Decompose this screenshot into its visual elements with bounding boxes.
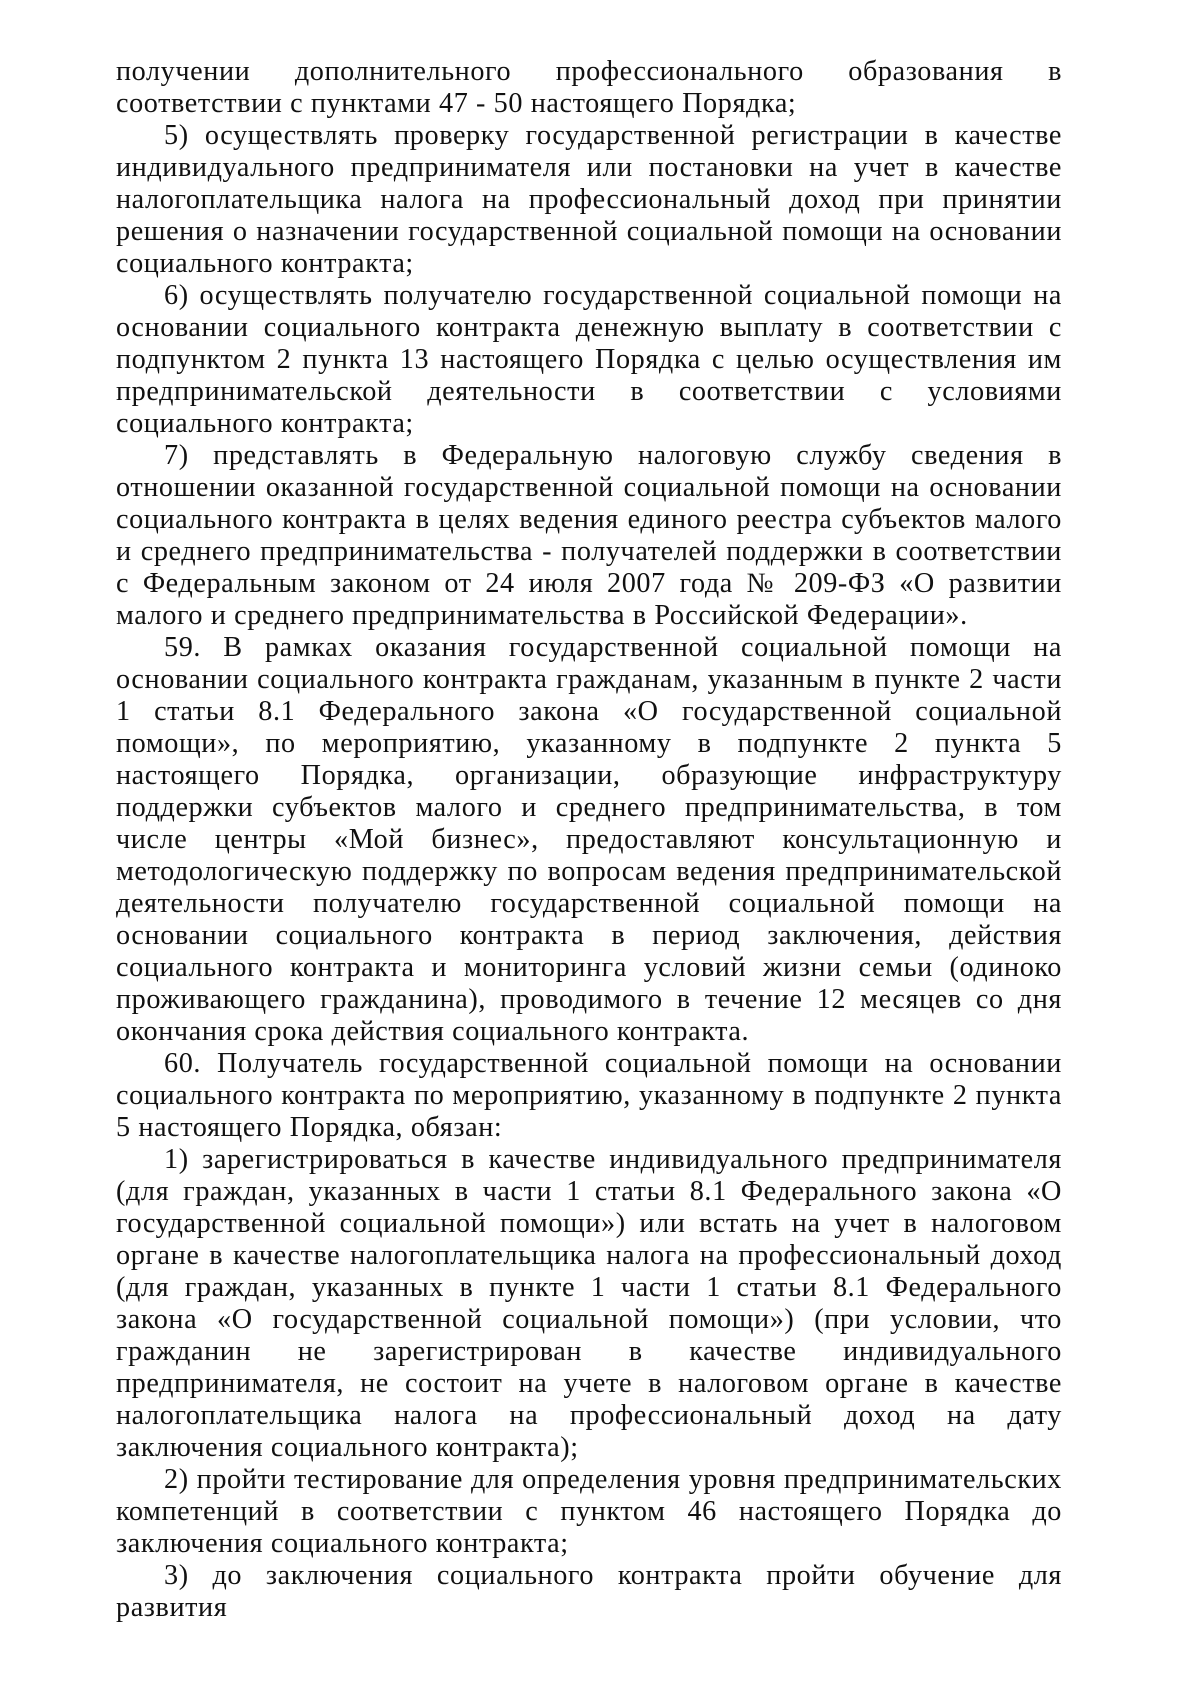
list-item-7: 7) представлять в Федеральную налоговую службу сведения в отношении оказанной государственной социальной помощи на основании социального контракта в целях ведения единого реестра субъектов малого и среднего предпринимательства - получателей поддержки в соответствии с Федеральным законом от 24 июля 2007 года № 209-ФЗ «О развитии малого и среднего предпринимательства в Российской Федерации». <box>116 440 1062 631</box>
document-page <box>116 56 1062 1624</box>
clause-59: 59. В рамках оказания государственной социальной помощи на основании социального контракта гражданам, указанным в пункте 2 части 1 статьи 8.1 Федерального закона «О государственной социальной помощи», по мероприятию, указанному в подпункте 2 пункта 5 настоящего Порядка, организации, образующие инфраструктуру поддержки субъектов малого и среднего предпринимательства, в том числе центры «Мой бизнес», предоставляют консультационную и методологическую поддержку по вопросам ведения предпринимательской деятельности получателю государственной социальной помощи на основании социального контракта в период заключения, действия социального контракта и мониторинга условий жизни семьи (одиноко проживающего гражданина), проводимого в течение 12 месяцев со дня окончания срока действия социального контракта. <box>116 632 1062 1047</box>
list-item-60-1: 1) зарегистрироваться в качестве индивидуального предпринимателя (для граждан, указанных в части 1 статьи 8.1 Федерального закона «О государственной социальной помощи») или встать на учет в налоговом органе в качестве налогоплательщика налога на профессиональный доход (для граждан, указанных в пункте 1 части 1 статьи 8.1 Федерального закона «О государственной социальной помощи») (при условии, что гражданин не зарегистрирован в качестве индивидуального предпринимателя, не состоит на учете в налоговом органе в качестве налогоплательщика налога на профессиональный доход на дату заключения социального контракта); <box>116 1144 1062 1463</box>
list-item-6: 6) осуществлять получателю государственной социальной помощи на основании социального контракта денежную выплату в соответствии с подпунктом 2 пункта 13 настоящего Порядка с целью осуществления им предпринимательской деятельности в соответствии с условиями социального контракта; <box>116 280 1062 439</box>
list-item-5: 5) осуществлять проверку государственной регистрации в качестве индивидуального предпринимателя или постановки на учет в качестве налогоплательщика налога на профессиональный доход при принятии решения о назначении государственной социальной помощи на основании социального контракта; <box>116 120 1062 279</box>
clause-60: 60. Получатель государственной социальной помощи на основании социального контракта по мероприятию, указанному в подпункте 2 пункта 5 настоящего Порядка, обязан: <box>116 1048 1062 1143</box>
list-item-60-3: 3) до заключения социального контракта пройти обучение для развития <box>116 1560 1062 1623</box>
list-item-60-2: 2) пройти тестирование для определения уровня предпринимательских компетенций в соответствии с пунктом 46 настоящего Порядка до заключения социального контракта; <box>116 1464 1062 1559</box>
paragraph-continuation: получении дополнительного профессионального образования в соответствии с пунктами 47 - 50 настоящего Порядка; <box>116 56 1062 119</box>
